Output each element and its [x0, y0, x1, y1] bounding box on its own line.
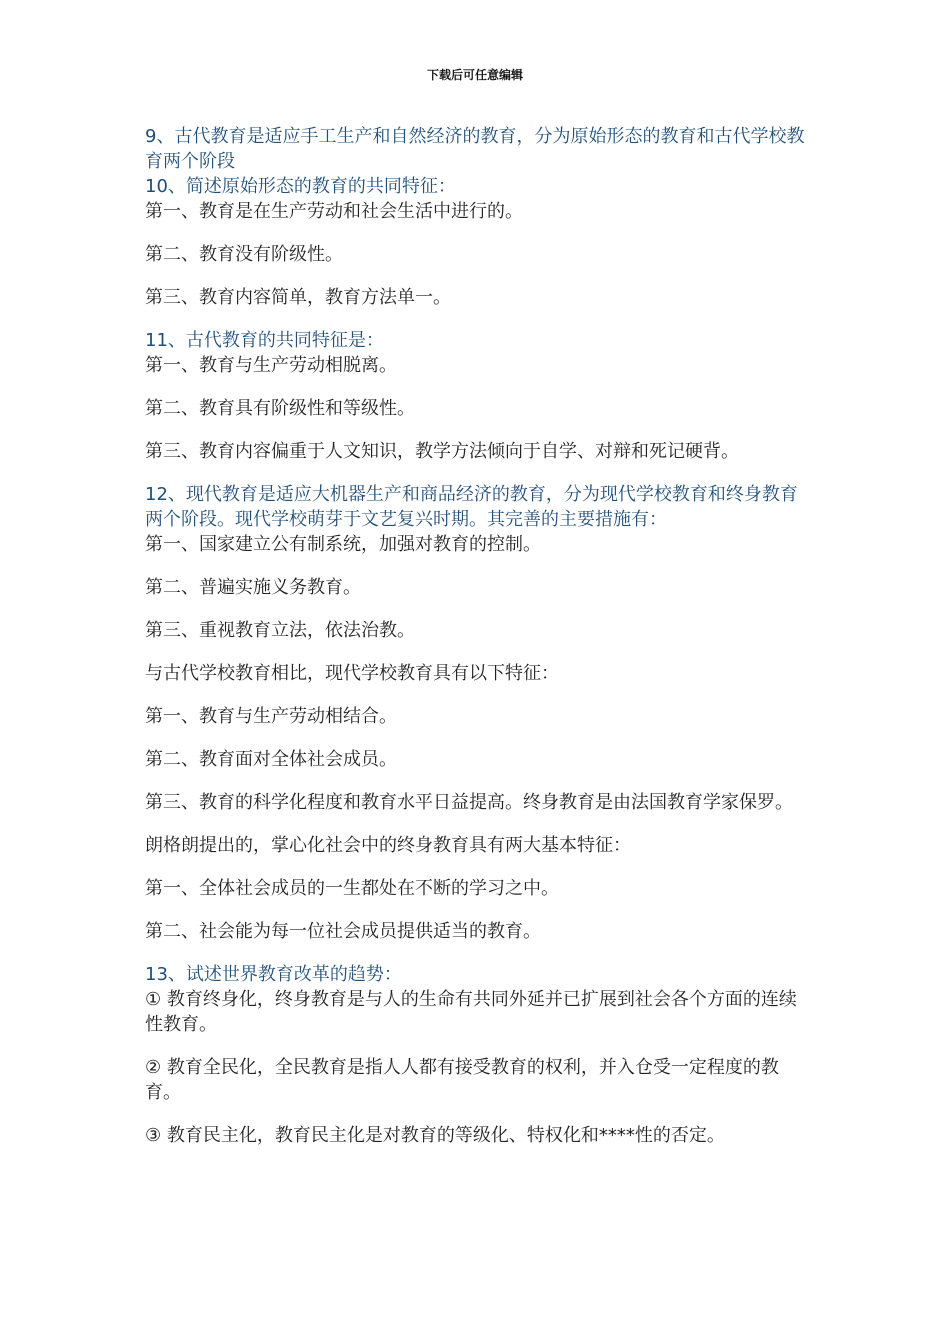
paragraph: ③ 教育民主化，教育民主化是对教育的等级化、特权化和****性的否定。 [145, 1125, 725, 1146]
paragraph: 第一、教育是在生产劳动和社会生活中进行的。 [145, 201, 523, 222]
paragraph: 朗格朗提出的，掌心化社会中的终身教育具有两大基本特征： [145, 835, 631, 856]
paragraph: 第二、教育没有阶级性。 [145, 244, 343, 265]
section-heading: 11、古代教育的共同特征是： [145, 330, 384, 351]
paragraph: 第二、教育具有阶级性和等级性。 [145, 398, 415, 419]
paragraph: 第一、国家建立公有制系统，加强对教育的控制。 [145, 534, 541, 555]
section-9 [145, 124, 810, 174]
section-10 [145, 174, 810, 310]
paragraph: 第二、教育面对全体社会成员。 [145, 749, 397, 770]
section-heading: 9、古代教育是适应手工生产和自然经济的教育，分为原始形态的教育和古代学校教育两个阶段 [145, 126, 805, 172]
paragraph: ① 教育终身化，终身教育是与人的生命有共同外延并已扩展到社会各个方面的连续性教育。 [145, 989, 797, 1035]
paragraph: 第二、社会能为每一位社会成员提供适当的教育。 [145, 921, 541, 942]
paragraph: 第三、教育内容简单，教育方法单一。 [145, 287, 451, 308]
paragraph: 第三、重视教育立法，依法治教。 [145, 620, 415, 641]
section-heading: 10、简述原始形态的教育的共同特征： [145, 176, 456, 197]
paragraph: 第三、教育内容偏重于人文知识，教学方法倾向于自学、对辩和死记硬背。 [145, 441, 739, 462]
paragraph: 第一、教育与生产劳动相结合。 [145, 706, 397, 727]
section-12 [145, 482, 810, 944]
paragraph: ② 教育全民化，全民教育是指人人都有接受教育的权利，并入仓受一定程度的教育。 [145, 1057, 779, 1103]
section-11 [145, 328, 810, 464]
paragraph: 第一、教育与生产劳动相脱离。 [145, 355, 397, 376]
section-13 [145, 962, 810, 1148]
paragraph: 第一、全体社会成员的一生都处在不断的学习之中。 [145, 878, 559, 899]
paragraph: 与古代学校教育相比，现代学校教育具有以下特征： [145, 663, 559, 684]
section-heading: 12、现代教育是适应大机器生产和商品经济的教育，分为现代学校教育和终身教育两个阶段。现代学校萌芽于文艺复兴时期。其完善的主要措施有： [145, 484, 798, 530]
page-header: 下载后可任意编辑 [426, 68, 523, 82]
document-body [145, 124, 810, 1166]
paragraph: 第二、普遍实施义务教育。 [145, 577, 361, 598]
section-heading: 13、试述世界教育改革的趋势： [145, 964, 402, 985]
paragraph: 第三、教育的科学化程度和教育水平日益提高。终身教育是由法国教育学家保罗。 [145, 792, 793, 813]
